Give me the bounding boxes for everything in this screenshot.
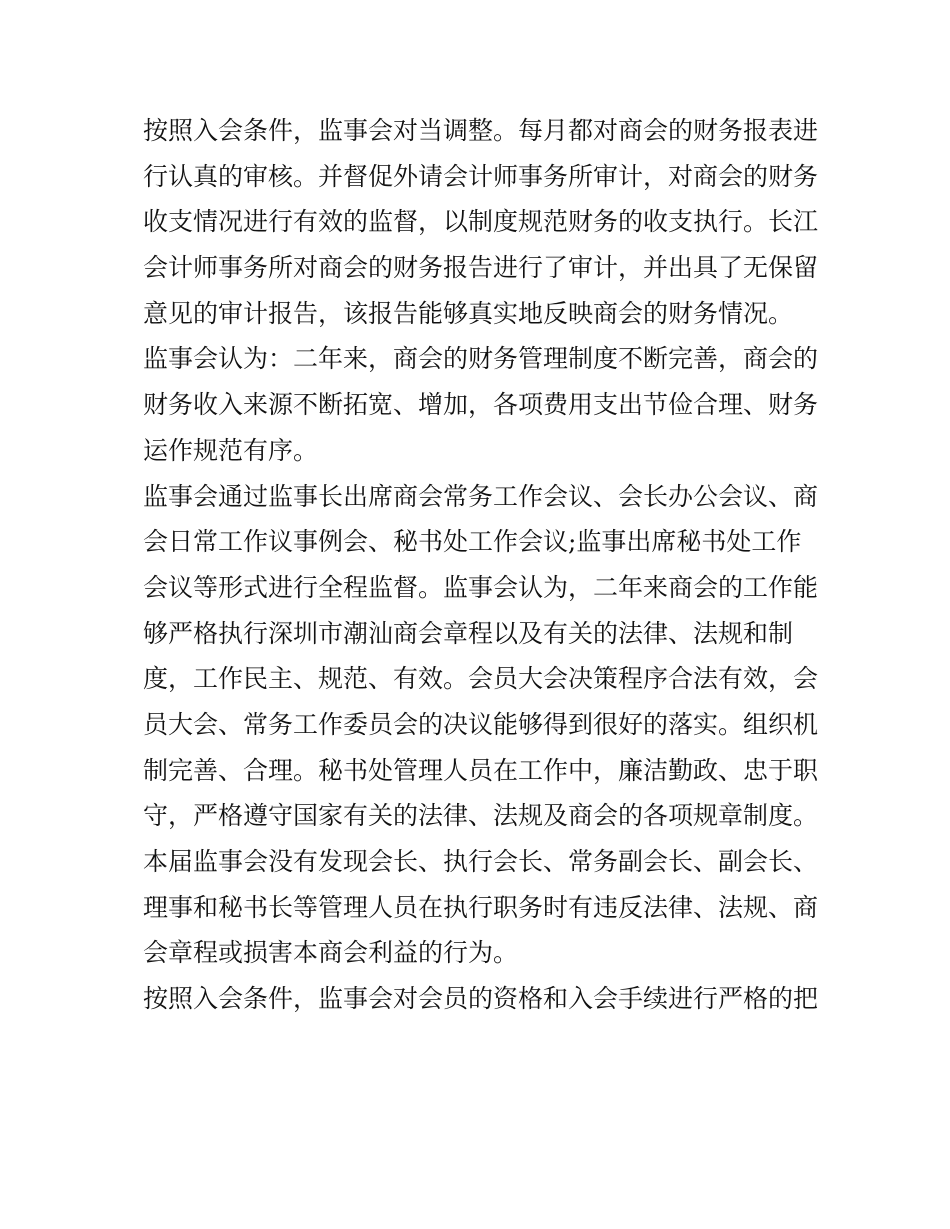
text-line: 意见的审计报告，该报告能够真实地反映商会的财务情况。 <box>143 298 794 328</box>
text-line: 收支情况进行有效的监督，以制度规范财务的收支执行。长江 <box>143 207 819 237</box>
text-line: 员大会、常务工作委员会的决议能够得到很好的落实。组织机 <box>143 709 819 739</box>
text-line: 财务收入来源不断拓宽、增加，各项费用支出节俭合理、财务 <box>143 390 819 420</box>
text-line: 本届监事会没有发现会长、执行会长、常务副会长、副会长、 <box>143 847 819 876</box>
text-line: 会日常工作议事例会、秘书处工作会议;监事出席秘书处工作 <box>143 527 802 557</box>
text-line: 监事会通过监事长出席商会常务工作会议、会长办公会议、商 <box>143 481 819 511</box>
text-line: 会计师事务所对商会的财务报告进行了审计，并出具了无保留 <box>143 253 819 283</box>
text-line: 够严格执行深圳市潮汕商会章程以及有关的法律、法规和制 <box>143 618 794 648</box>
text-line: 监事会认为：二年来，商会的财务管理制度不断完善，商会的 <box>143 344 819 374</box>
text-line: 按照入会条件，监事会对会员的资格和入会手续进行严格的把 <box>143 984 819 1014</box>
text-line: 理事和秘书长等管理人员在执行职务时有违反法律、法规、商 <box>143 892 819 922</box>
text-line: 运作规范有序。 <box>143 435 319 465</box>
text-line: 行认真的审核。并督促外请会计师事务所审计，对商会的财务 <box>143 161 819 191</box>
text-line: 度，工作民主、规范、有效。会员大会决策程序合法有效，会 <box>143 664 819 694</box>
document-body <box>143 108 823 1022</box>
text-line: 会议等形式进行全程监督。监事会认为，二年来商会的工作能 <box>143 572 819 602</box>
text-line: 会章程或损害本商会利益的行为。 <box>143 938 519 968</box>
text-line: 按照入会条件，监事会对当调整。每月都对商会的财务报表进 <box>143 116 819 145</box>
text-line: 守，严格遵守国家有关的法律、法规及商会的各项规章制度。 <box>143 801 819 831</box>
text-line: 制完善、合理。秘书处管理人员在工作中，廉洁勤政、忠于职 <box>143 755 819 785</box>
